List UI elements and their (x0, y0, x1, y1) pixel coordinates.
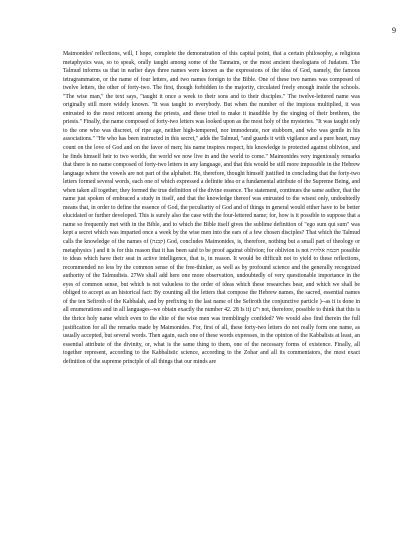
page-number: 9 (392, 26, 396, 35)
body-paragraph: Maimonides' reflections, will, I hope, complete the demonstration of this capital point, that a certain philosophy, a religious metaphysics was, so to speak, orally taught among some of the Tannaim, or the most ancient theologians of Judaism. The Talmud informs us that in earlier days three names were known as the expressions of the idea of God, namely, the famous tetragrammaton, or the name of four letters, and two names foreign to the Bible. One of these two names was composed of twelve letters, the other of forty-two. The first, though forbidden to the majority, circulated freely enough inside the schools. "The wise man," the text says, "taught it once a week to their sons and to their disciples." The twelve-lettered name was originally still more widely known. "It was taught to everybody. But when the number of the impious multiplied, it was entrusted to the most reticent among the priests, and these tried to make it inaudible by the singing of their brethren, the priests." Finally, the name composed of forty-two letters was looked upon as the most holy of the mysteries. "It was taught only to the one who was discreet, of ripe age, neither high-tempered, nor immoderate, nor stubborn, and who was gentle in his associations." "He who has been instructed in this secret," adds the Talmud, "and guards it with vigilance and a pure heart, may count on the love of God and on the favor of men; his name inspires respect, his knowledge is protected against oblivion, and he finds himself heir to two worlds, the world we now live in and the world to come." Maimonides very ingeniously remarks that there is no name composed of forty-two letters in any language, and that this would be still more impossible in the Hebrew language where the vowels are not part of the alphabet. He, therefore, thought himself justified in concluding that the forty-two letters formed several words, each one of which expressed a definite idea or a fundamental attribute of the Supreme Being, and when taken all together, they formed the true definition of the divine essence. The statement, continues the same author, that the name just spoken of embraced a study in itself, and that the knowledge thereof was entrusted to the wisest only, undoubtedly means that, in order to define the essence of God, the peculiarity of God and of things in general would either have to be better elucidated or further developed. This is surely also the case with the four-lettered name; for, how is it possible to suppose that a name so frequently met with in the Bible, and to which the Bible itself gives the sublime definition of "ego sum qui sum" was kept a secret which was imparted once a week by the wise men into the ears of a few chosen disciples? That which the Talmud calls the knowledge of the names of (קבנה) God, concludes Maimonides, is, therefore, nothing but a small part of theology or metaphysics ) and it is for this reason that it has been said to be proof against oblivion; for oblivion is not חכמה אלהית possible to ideas which have their seat in active intelligence, that is, in reason. It would be difficult not to yield to these reflections, recommended no less by the common sense of the free-thinker, as well as by profound science and the generally recognized authority of the Talmudists. 27We shall add here one more observation, undoubtedly of very questionable importance in the eyes of common sense, but which is not valueless to the order of ideas which these researches bear, and which we shall be obliged to accept as an historical fact: By counting all the letters that compose the Hebrew names, the sacred, essential names of the ten Sefiroth of the Kabbalah, and by prefixing to the last name of the Sefiroth the conjunctive particle )--as it is done in all enumerations and in all languages--we obtain exactly the number 42. 28 Is it) ו"ע not, therefore, possible to think that this is the thrice holy name which even to the elite of the wise men was tremblingly confided? We would also find therein the full justification for all the remarks made by Maimonides. For, first of all, these forty-two letters do not really form one name, as usually accepted, but several words. Then again, each one of these words expresses, in the opinion of the Kabbalists at least, an essential attribute of the divinity, or, what is the same thing to them, one of the necessary forms of existence. Finally, all together represent, according to the Kabbalistic science, according to the Zohar and all its commentators, the most exact definition of the supreme principle of all things that our minds are (63, 51, 360, 365)
